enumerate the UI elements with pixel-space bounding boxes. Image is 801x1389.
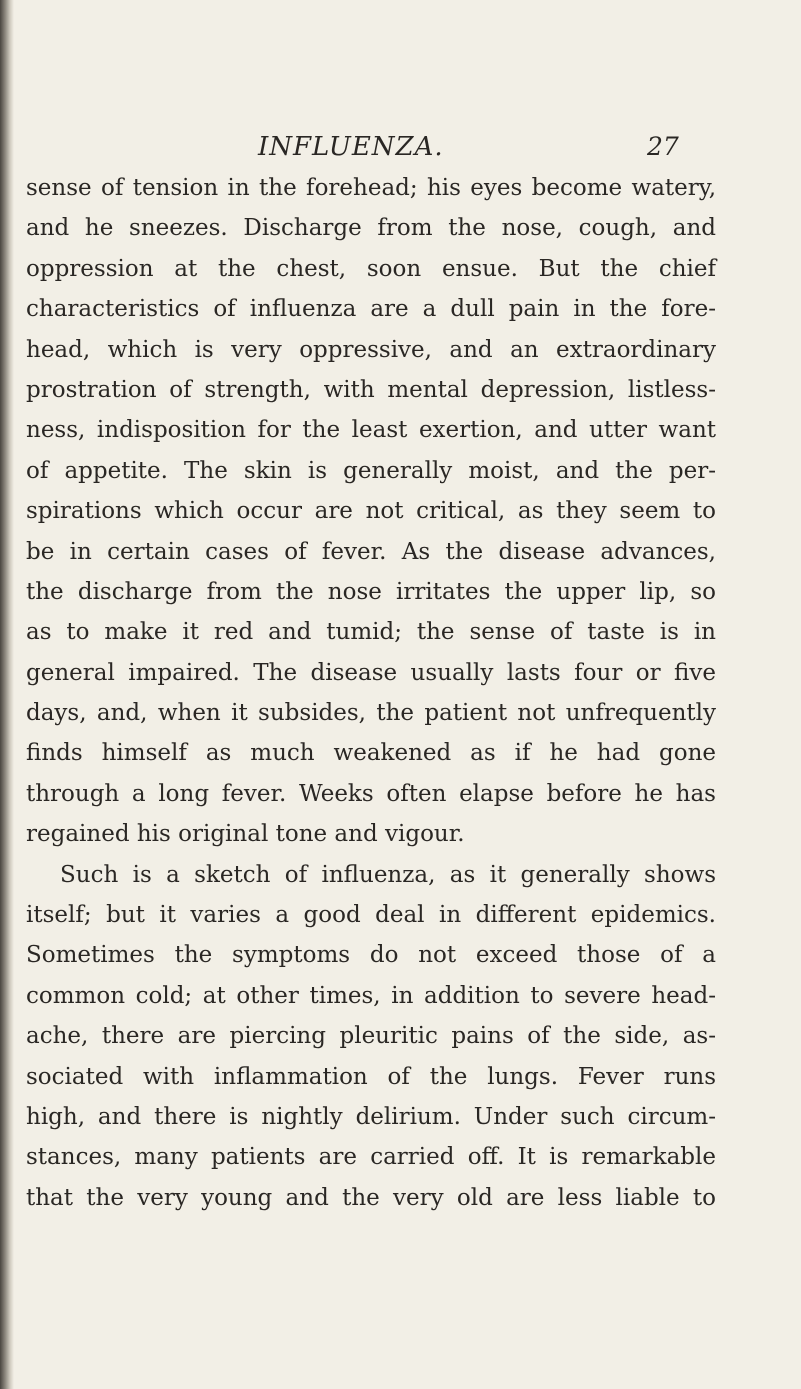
page-number: 27 bbox=[647, 132, 679, 161]
text-line: itself; but it varies a good deal in different epidemics. bbox=[26, 902, 716, 929]
text-line: common cold; at other times, in addition to severe head- bbox=[26, 982, 716, 1009]
text-line: the discharge from the nose irritates the upper lip, so bbox=[26, 578, 716, 605]
text-line: and he sneezes. Discharge from the nose, cough, and bbox=[26, 215, 716, 242]
text-line: sociated with inflammation of the lungs. Fever runs bbox=[26, 1063, 716, 1090]
paragraph bbox=[26, 855, 716, 1219]
text-line: head, which is very oppressive, and an extraordinary bbox=[26, 336, 716, 363]
text-line: ness, indisposition for the least exertion, and utter want bbox=[26, 417, 716, 444]
body-text bbox=[26, 168, 716, 1218]
text-line: stances, many patients are carried off. It is remarkable bbox=[26, 1144, 716, 1171]
page-header bbox=[0, 127, 801, 167]
text-line: Sometimes the symptoms do not exceed those of a bbox=[26, 942, 716, 969]
text-line: high, and there is nightly delirium. Under such circum- bbox=[26, 1103, 716, 1130]
text-line: through a long fever. Weeks often elapse before he has bbox=[26, 780, 716, 807]
text-line: of appetite. The skin is generally moist, and the per- bbox=[26, 457, 716, 484]
binding-gutter bbox=[0, 0, 14, 1389]
text-line: ache, there are piercing pleuritic pains of the side, as- bbox=[26, 1023, 716, 1050]
text-line: days, and, when it subsides, the patient not unfrequently bbox=[26, 700, 716, 727]
text-line: finds himself as much weakened as if he had gone bbox=[26, 740, 716, 767]
text-line: sense of tension in the forehead; his eyes become watery, bbox=[26, 175, 716, 201]
text-line: Such is a sketch of influenza, as it generally shows bbox=[60, 861, 716, 888]
text-line: characteristics of influenza are a dull pain in the fore- bbox=[26, 296, 716, 323]
text-line: prostration of strength, with mental depression, listless- bbox=[26, 376, 716, 403]
text-line: general impaired. The disease usually lasts four or five bbox=[26, 659, 716, 686]
paragraph bbox=[26, 168, 716, 855]
text-line: that the very young and the very old are less liable to bbox=[26, 1184, 716, 1211]
text-line: regained his original tone and vigour. bbox=[26, 821, 465, 848]
text-line: be in certain cases of fever. As the disease advances, bbox=[26, 538, 716, 565]
running-title: INFLUENZA. bbox=[258, 132, 444, 162]
text-line: oppression at the chest, soon ensue. But the chief bbox=[26, 255, 716, 282]
text-line: as to make it red and tumid; the sense of taste is in bbox=[26, 619, 716, 646]
text-line: spirations which occur are not critical, as they seem to bbox=[26, 498, 716, 525]
